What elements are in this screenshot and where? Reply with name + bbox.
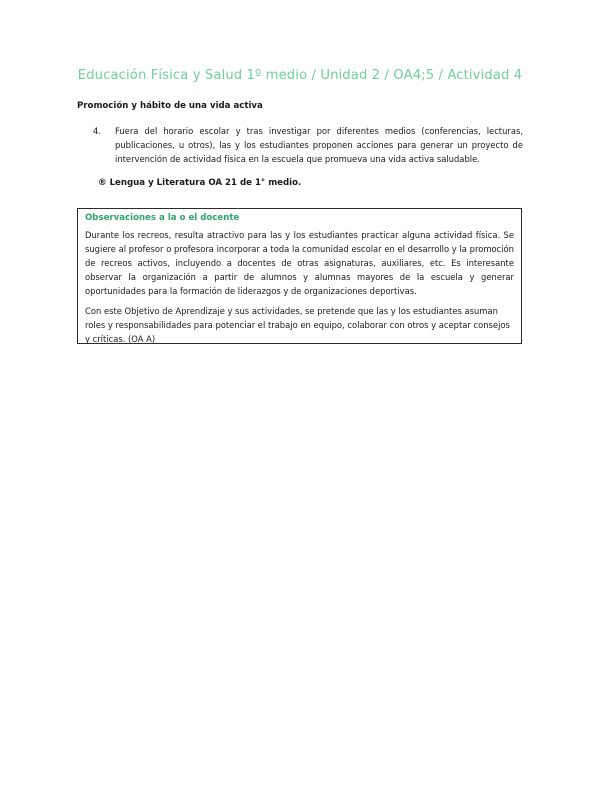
activity-text: Fuera del horario escolar y tras investigar por diferentes medios (conferencias, lecturas, publicaciones, u otros), las y los estudiantes proponen acciones para generar un proyecto de intervención de actividad física en la escuela que promueva una vida activa saludable. (115, 126, 523, 164)
activity-item (93, 124, 523, 166)
observations-paragraph: Durante los recreos, resulta atractivo para las y los estudiantes practicar alguna actividad física. Se sugiere al profesor o profesora incorporar a toda la comunidad escolar en el desarrollo y la promoción de recreos activos, incluyendo a docentes de otras asignaturas, auxiliares, etc. Es interesante observar la organización a partir de alumnos y alumnas mayores de la escuela y generar oportunidades para la formación de liderazgos y de organizaciones deportivas. (85, 230, 514, 296)
page-header-title: Educación Física y Salud 1º medio / Unidad 2 / OA4;5 / Actividad 4 (77, 68, 523, 83)
observations-box (77, 208, 522, 344)
activity-number: 4. (93, 126, 101, 136)
observations-title: Observaciones a la o el docente (85, 213, 240, 223)
observations-paragraph: Con este Objetivo de Aprendizaje y sus actividades, se pretende que las y los estudiantes asuman roles y responsabilidades para potenciar el trabajo en equipo, colaborar con otros y aceptar consejos y críticas. (OA A) (85, 306, 510, 344)
section-title: Promoción y hábito de una vida activa (77, 101, 263, 111)
cross-reference: ® Lengua y Literatura OA 21 de 1° medio. (98, 178, 302, 188)
